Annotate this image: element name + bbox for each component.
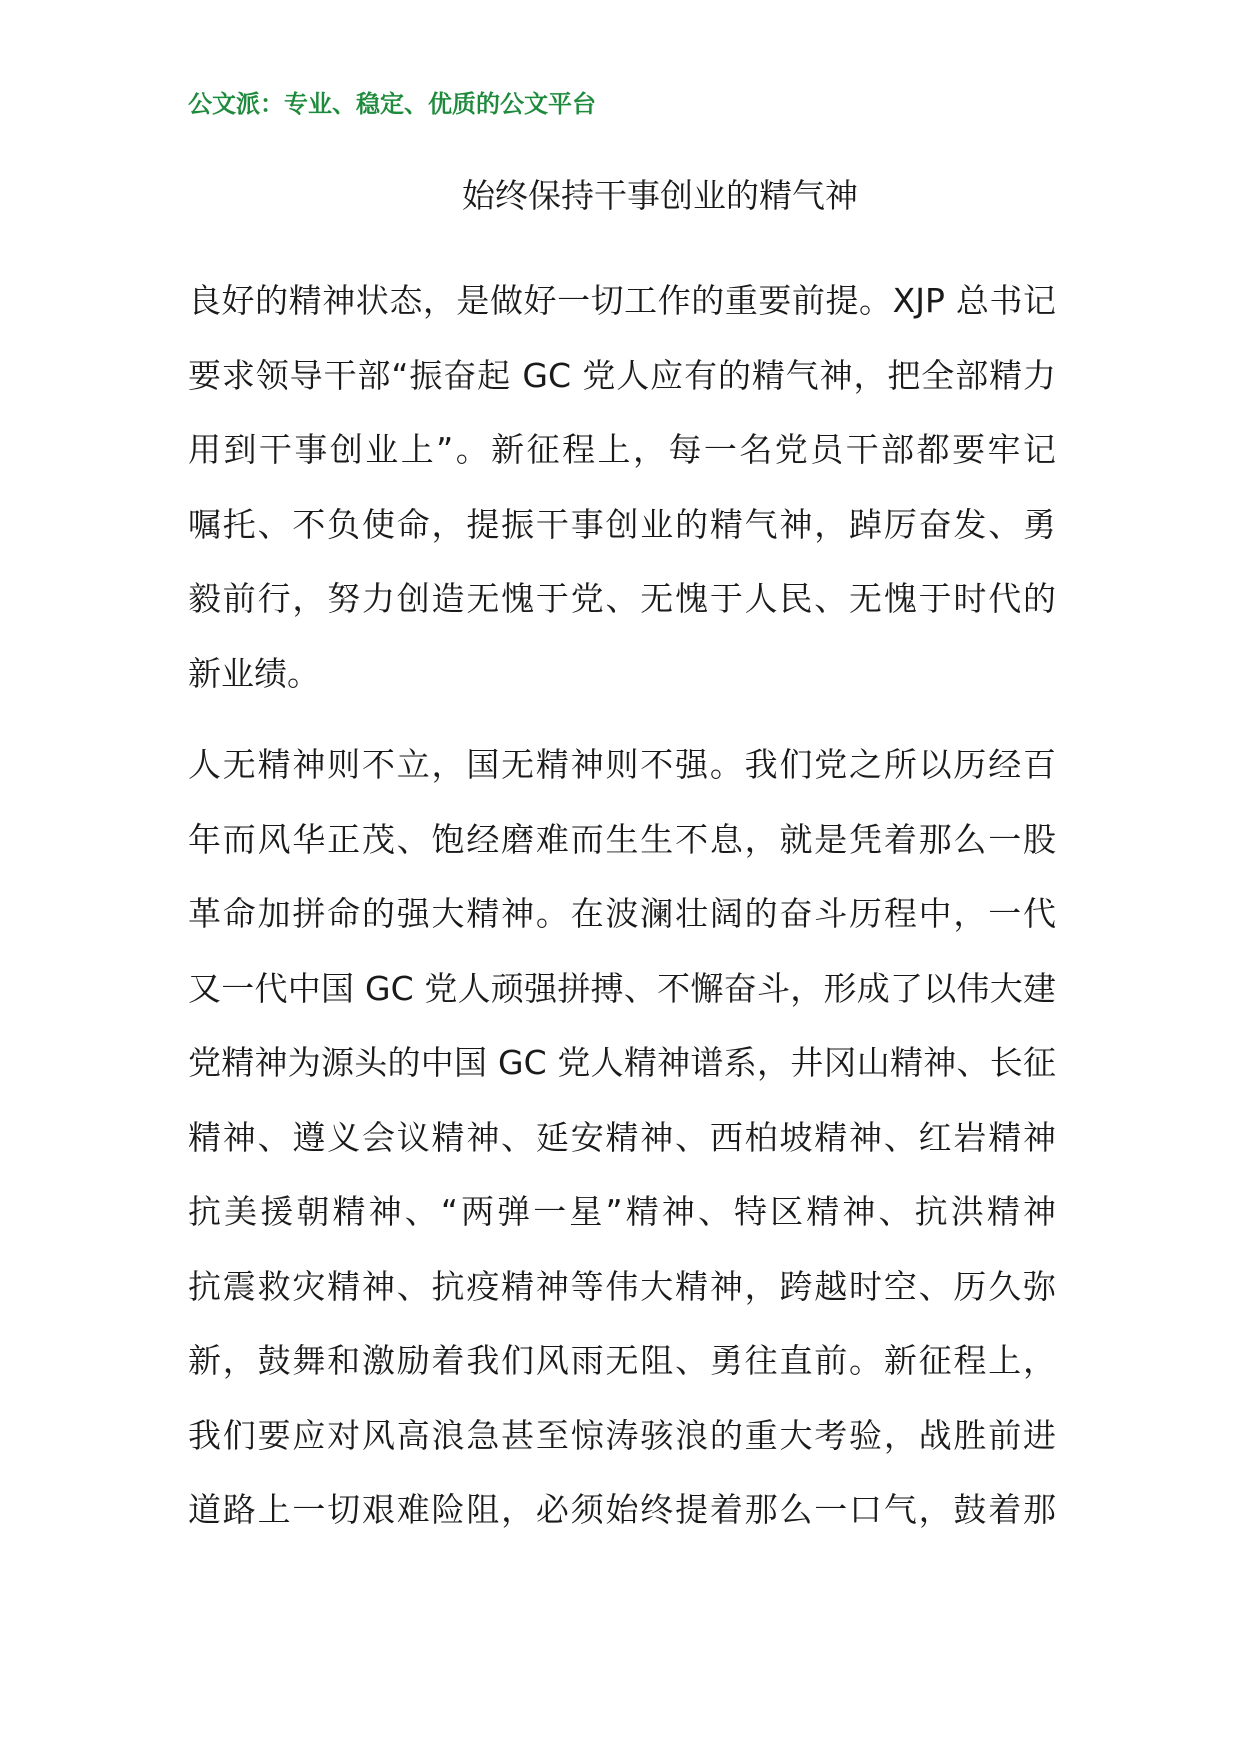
paragraph-line: 抗震救灾精神、抗疫精神等伟大精神，跨越时空、历久弥 (188, 1266, 1056, 1306)
paragraph-line: 新，鼓舞和激励着我们风雨无阻、勇往直前。新征程上， (188, 1341, 1056, 1380)
paragraph-line: 道路上一切艰难险阻，必须始终提着那么一口气，鼓着那 (188, 1490, 1056, 1529)
paragraph-line: 党精神为源头的中国 GC 党人精神谱系，井冈山精神、长征 (188, 1043, 1056, 1082)
document-title: 始终保持干事创业的精气神 (462, 176, 858, 215)
paragraph-line: 毅前行，努力创造无愧于党、无愧于人民、无愧于时代的 (188, 579, 1056, 618)
paragraph-line: 新业绩。 (188, 653, 320, 693)
paragraph-line: 要求领导干部“振奋起 GC 党人应有的精气神，把全部精力 (188, 355, 1056, 395)
header-slogan: 公文派：专业、稳定、优质的公文平台 (188, 90, 596, 118)
paragraph-line: 精神、遵义会议精神、延安精神、西柏坡精神、红岩精神 (188, 1117, 1056, 1157)
paragraph-line: 革命加拼命的强大精神。在波澜壮阔的奋斗历程中，一代 (188, 894, 1056, 933)
paragraph-line: 年而风华正茂、饱经磨难而生生不息，就是凭着那么一股 (188, 819, 1056, 859)
body-paragraph-1 (188, 264, 1056, 711)
paragraph-line: 用到干事创业上”。新征程上，每一名党员干部都要牢记 (188, 430, 1056, 469)
paragraph-line: 嘱托、不负使命，提振干事创业的精气神，踔厉奋发、勇 (188, 504, 1056, 544)
paragraph-line: 人无精神则不立，国无精神则不强。我们党之所以历经百 (188, 745, 1056, 784)
paragraph-line: 我们要应对风高浪急甚至惊涛骇浪的重大考验，战胜前进 (188, 1415, 1056, 1455)
paragraph-line: 抗美援朝精神、“两弹一星”精神、特区精神、抗洪精神 (188, 1192, 1056, 1231)
body-paragraph-2 (188, 728, 1056, 1548)
paragraph-line: 又一代中国 GC 党人顽强拼搏、不懈奋斗，形成了以伟大建 (188, 968, 1056, 1008)
paragraph-line: 良好的精神状态，是做好一切工作的重要前提。XJP 总书记 (188, 281, 1056, 320)
